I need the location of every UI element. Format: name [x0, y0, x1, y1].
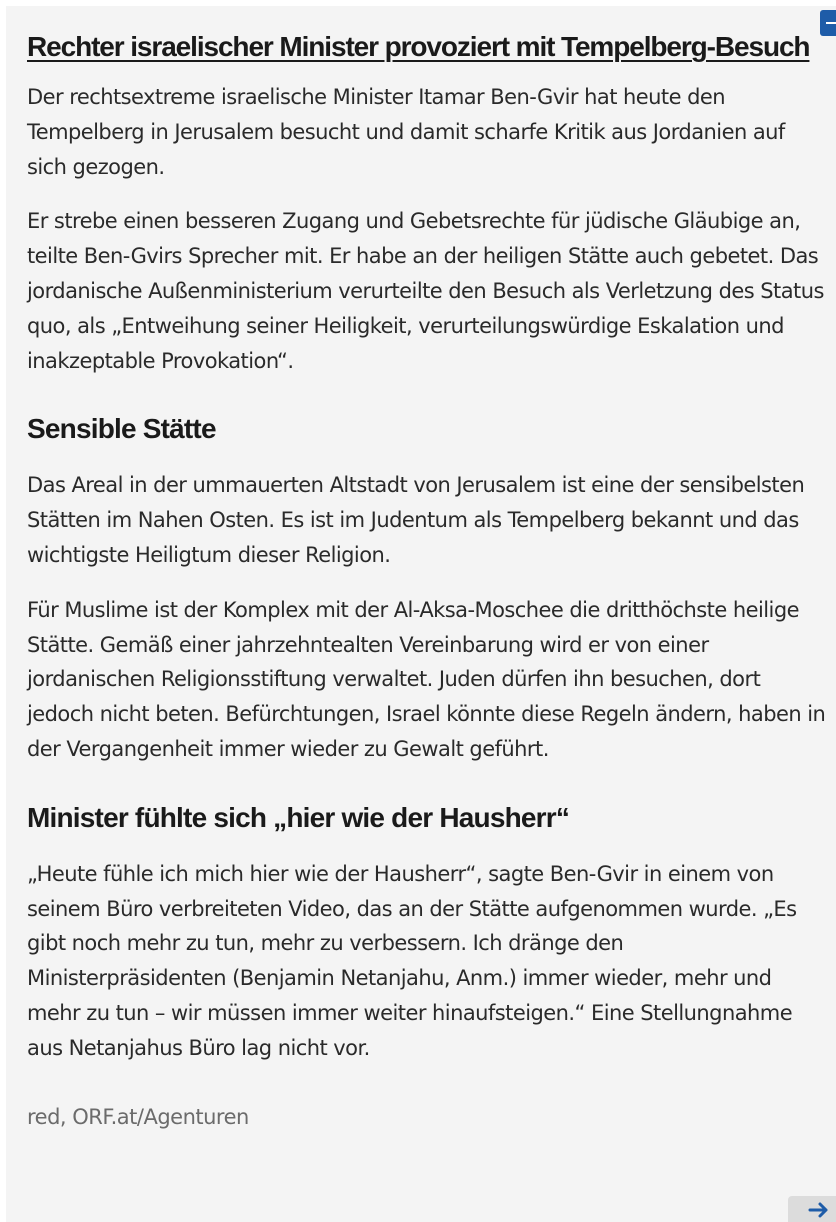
article-title-link[interactable]: Rechter israelischer Minister provoziert mit Tempelberg-Besuch: [27, 31, 810, 62]
next-story-button[interactable]: [788, 1196, 836, 1222]
article-paragraph: Das Areal in der ummauerten Altstadt von Jerusalem ist eine der sensibelsten Stätten im Nahen Osten. Es ist im Judentum als Tempelberg bekannt und das wichtigste Heiligtum dieser Religion.: [27, 473, 805, 567]
article-paragraph: „Heute fühle ich mich hier wie der Hausherr“, sagte Ben-Gvir in einem von seinem Büro verbreiteten Video, das an der Stätte aufgenommen wurde. „Es gibt noch mehr zu tun, mehr zu verbessern. Ich dränge den Ministerpräsidenten (Benjamin Netanjahu, Anm.) immer wieder, mehr und mehr zu tun – wir müssen immer weiter hinaufsteigen.“ Eine Stellungnahme aus Netanjahus Büro lag nicht vor.: [27, 861, 797, 1060]
article-paragraph: Der rechtsextreme israelische Minister Itamar Ben-Gvir hat heute den Tempelberg in Jerusalem besucht und damit scharfe Kritik aus Jordanien auf sich gezogen.: [27, 85, 785, 179]
arrow-right-icon: [808, 1200, 832, 1220]
article-subheading: Minister fühlte sich „hier wie der Hausherr“: [27, 801, 570, 833]
article-paragraph: Für Muslime ist der Komplex mit der Al-Aksa-Moschee die dritthöchste heilige Stätte. Gemäß einer jahrzehntealten Vereinbarung wird er von einer jordanischen Religionsstiftung verwaltet. Juden dürfen ihn besuchen, dort jedoch nicht beten. Befürchtungen, Israel könnte diese Regeln ändern, haben in der Vergangenheit immer wieder zu Gewalt geführt.: [27, 597, 826, 761]
article-paragraph: Er strebe einen besseren Zugang und Gebetsrechte für jüdische Gläubige an, teilte Ben-Gvirs Sprecher mit. Er habe an der heiligen Stätte auch gebetet. Das jordanische Außenministerium verurteilte den Besuch als Verletzung des Status quo, als „Entweihung seiner Heiligkeit, verurteilungswürdige Eskalation und inakzeptable Provokation“.: [27, 209, 824, 373]
article-card: [6, 6, 836, 1222]
article-content: [27, 6, 827, 1132]
article-source: red, ORF.at/Agenturen: [27, 1104, 249, 1129]
minus-icon[interactable]: [820, 10, 836, 36]
article-subheading: Sensible Stätte: [27, 413, 216, 445]
